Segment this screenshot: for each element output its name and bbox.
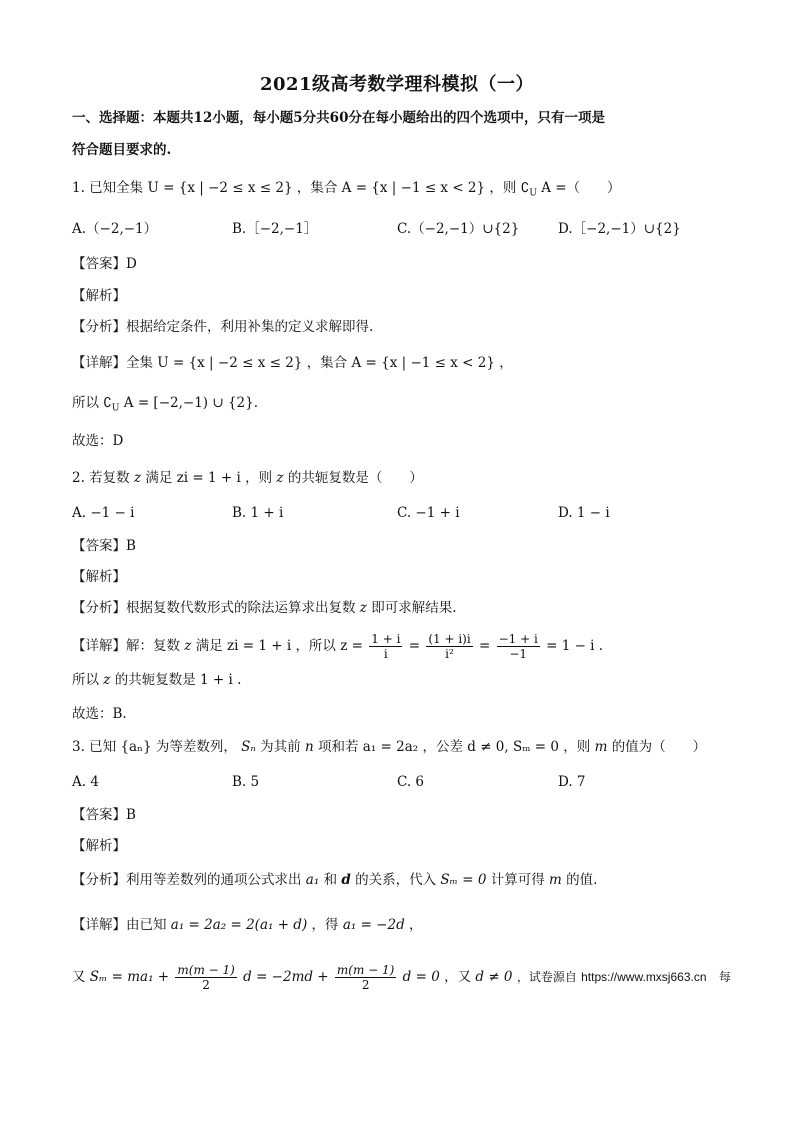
q2-fraction-1: $\frac{1 + i}{i}$: [371, 632, 401, 661]
q1-complement-symbol: ∁: [520, 180, 530, 196]
q3-answer: 【答案】B: [72, 807, 136, 823]
q1-answer: 【答案】D: [72, 256, 137, 272]
q1-stem-mid: ，集合: [296, 180, 338, 196]
q3-stem: [72, 737, 706, 757]
q2-stem: [72, 468, 423, 488]
q3-fraction-a: $\frac{m(m - 1)}{2}$: [177, 963, 235, 992]
q2-xiangjie-eq: zi = 1 + i: [227, 638, 292, 654]
q2-stem-prefix: 2. 若复数: [72, 470, 130, 486]
q1-xiangjie-end: ，: [499, 355, 513, 371]
q1-stem-suffix: ，则: [489, 180, 517, 196]
q3-cond1: a₁ = 2a₂: [362, 739, 419, 755]
q1-xiangjie: [72, 353, 513, 373]
q1-so-result: A = [−2,−1) ∪ {2}.: [123, 395, 259, 411]
q1-so-complement: ∁: [103, 395, 112, 411]
q3-again-prefix: 又: [72, 969, 86, 985]
q3-fenxi-b: 和: [323, 872, 338, 888]
q3-m: m: [594, 739, 608, 755]
q1-complement-sub: U: [529, 188, 537, 199]
q2-xiangjie-so: ，所以: [295, 638, 336, 654]
q2-fraction-3: $\frac{-1 + i}{-1}$: [498, 632, 538, 661]
q1-fenxi: 【分析】根据给定条件，利用补集的定义求解即得.: [72, 319, 374, 335]
q2-eq-sign-2: =: [478, 638, 491, 654]
q2-choose: 故选：B.: [72, 706, 127, 722]
q2-so-end: 的共轭复数是: [114, 672, 196, 688]
q3-stem-d: ，公差: [422, 739, 463, 755]
q3-stem-prefix: 3. 已知: [72, 739, 117, 755]
q3-fenxi-a1: a₁: [305, 872, 320, 888]
q3-analysis-heading: 【解析】: [72, 838, 126, 854]
q3-xiangjie-eq: a₁ = 2a₂ = 2(a₁ + d): [170, 917, 308, 933]
q1-so-sub: U: [111, 403, 120, 414]
q3-Sn: Sₙ: [241, 739, 256, 755]
q3-xiangjie-a: 【详解】由已知: [72, 917, 167, 933]
q1-option-c: C.（−2,−1）∪{2}: [397, 221, 520, 237]
q1-stem: [72, 178, 621, 204]
q1-set-A: A = {x | −1 ≤ x < 2}: [341, 180, 486, 196]
q1-option-b: B.［−2,−1］: [232, 221, 318, 237]
q3-again-end: d = 0: [402, 969, 440, 985]
section-heading-line1: 一、选择题：本题共12小题，每小题5分共60分在每小题给出的四个选项中，只有一项是: [72, 110, 605, 126]
q2-z-equals: z =: [340, 638, 363, 654]
q2-conclusion: [72, 670, 241, 690]
q1-xiangjie-set-A: A = {x | −1 ≤ x < 2}: [351, 355, 495, 371]
q3-again-tail: ，又: [444, 969, 472, 985]
q2-stem-mid: 满足: [145, 470, 173, 486]
q2-option-c: C. −1 + i: [397, 505, 460, 521]
q2-equation: zi = 1 + i: [176, 470, 241, 486]
q3-again: [72, 960, 731, 994]
q2-option-d: D. 1 − i: [558, 505, 610, 521]
q3-n: n: [304, 739, 314, 755]
q3-fenxi-Sm0: Sₘ = 0: [440, 872, 487, 888]
q3-fenxi-d-var: d: [341, 872, 351, 888]
q2-var-z: z: [133, 470, 142, 486]
q3-fenxi-d: 计算可得: [490, 872, 545, 888]
q1-option-a: A.（−2,−1）: [72, 221, 158, 237]
source-url-link[interactable]: https://www.mxsj663.cn: [581, 970, 707, 984]
q2-result: = 1 − i .: [546, 638, 604, 654]
q1-analysis-heading: 【解析】: [72, 288, 126, 304]
q3-fenxi-c: 的关系，代入: [355, 872, 437, 888]
q3-fenxi-a: 【分析】利用等差数列的通项公式求出: [72, 872, 302, 888]
q3-sequence: {aₙ}: [120, 739, 152, 755]
q3-xiangjie-c: ，: [409, 917, 423, 933]
q3-cond2: d ≠ 0, Sₘ = 0: [467, 739, 559, 755]
q2-xiangjie: [72, 630, 603, 662]
q3-stem-c: 项和若: [317, 739, 359, 755]
page-title: 2021级高考数学理科模拟（一）: [259, 74, 535, 95]
q2-answer: 【答案】B: [72, 538, 136, 554]
q2-xiangjie-prefix: 【详解】解：复数: [72, 638, 180, 654]
q2-fraction-2: $\frac{(1 + i)i}{\text{i²}}$: [428, 632, 471, 661]
q2-so-prefix: 所以: [72, 672, 99, 688]
q1-choose: 故选：D: [72, 433, 124, 449]
q3-d-ne-0: d ≠ 0: [475, 969, 513, 985]
q2-eq-sign-1: =: [408, 638, 421, 654]
q2-stem-end: 的共轭复数是（ ）: [287, 470, 423, 486]
q3-fenxi-m: m: [549, 872, 562, 888]
q1-xiangjie-prefix: 【详解】全集: [72, 355, 153, 371]
q3-again-mid: d = −2md +: [243, 969, 329, 985]
q2-fenxi-end: 即可求解结果.: [371, 600, 457, 616]
q2-option-a: A. −1 − i: [72, 505, 135, 521]
q3-option-c: C. 6: [397, 774, 425, 790]
q3-fraction-b: $\frac{m(m - 1)}{2}$: [336, 963, 395, 992]
q3-again-Sm: Sₘ = ma₁ +: [89, 969, 170, 985]
q3-fenxi-e: 的值.: [566, 872, 598, 888]
q3-option-d: D. 7: [558, 774, 586, 790]
q2-analysis-heading: 【解析】: [72, 569, 126, 585]
q1-option-d: D.［−2,−1）∪{2}: [558, 221, 681, 237]
q2-so-z: z: [103, 672, 111, 688]
q1-stem-prefix: 1. 已知全集: [72, 180, 144, 196]
q3-xiangjie: [72, 915, 423, 935]
q3-fenxi: [72, 870, 597, 890]
q3-xiangjie-b: ，得: [311, 917, 339, 933]
q3-option-b: B. 5: [232, 774, 260, 790]
q1-xiangjie-set-U: U = {x | −2 ≤ x ≤ 2}: [157, 355, 303, 371]
q2-so-value: 1 + i .: [200, 672, 242, 688]
q1-xiangjie-mid: ，集合: [306, 355, 348, 371]
q2-stem-mid2: ，则: [245, 470, 273, 486]
q2-option-b: B. 1 + i: [232, 505, 284, 521]
q3-stem-f: 的值为（ ）: [611, 739, 707, 755]
q2-fenxi: [72, 598, 457, 618]
q2-var-z-2: z: [276, 470, 284, 486]
q2-fenxi-z: z: [359, 600, 367, 616]
q2-fenxi-prefix: 【分析】根据复数代数形式的除法运算求出复数: [72, 600, 356, 616]
q2-xiangjie-z: z: [184, 638, 192, 654]
q1-so-prefix: 所以: [72, 395, 99, 411]
q3-stem-e: ，则: [563, 739, 591, 755]
q1-conclusion: [72, 393, 258, 419]
q3-source-label: ，试卷源自: [516, 970, 577, 984]
q1-stem-end: A =（ ）: [541, 180, 621, 196]
q1-set-U: U = {x | −2 ≤ x ≤ 2}: [147, 180, 293, 196]
q2-xiangjie-mid: 满足: [195, 638, 223, 654]
q3-xiangjie-res: a₁ = −2d: [342, 917, 405, 933]
q3-stem-a: 为等差数列，: [155, 739, 237, 755]
q3-stem-b: 为其前: [260, 739, 301, 755]
q3-option-a: A. 4: [72, 774, 99, 790]
q3-trailing-char: 每: [718, 970, 731, 984]
section-heading-line2: 符合题目要求的.: [72, 142, 172, 158]
